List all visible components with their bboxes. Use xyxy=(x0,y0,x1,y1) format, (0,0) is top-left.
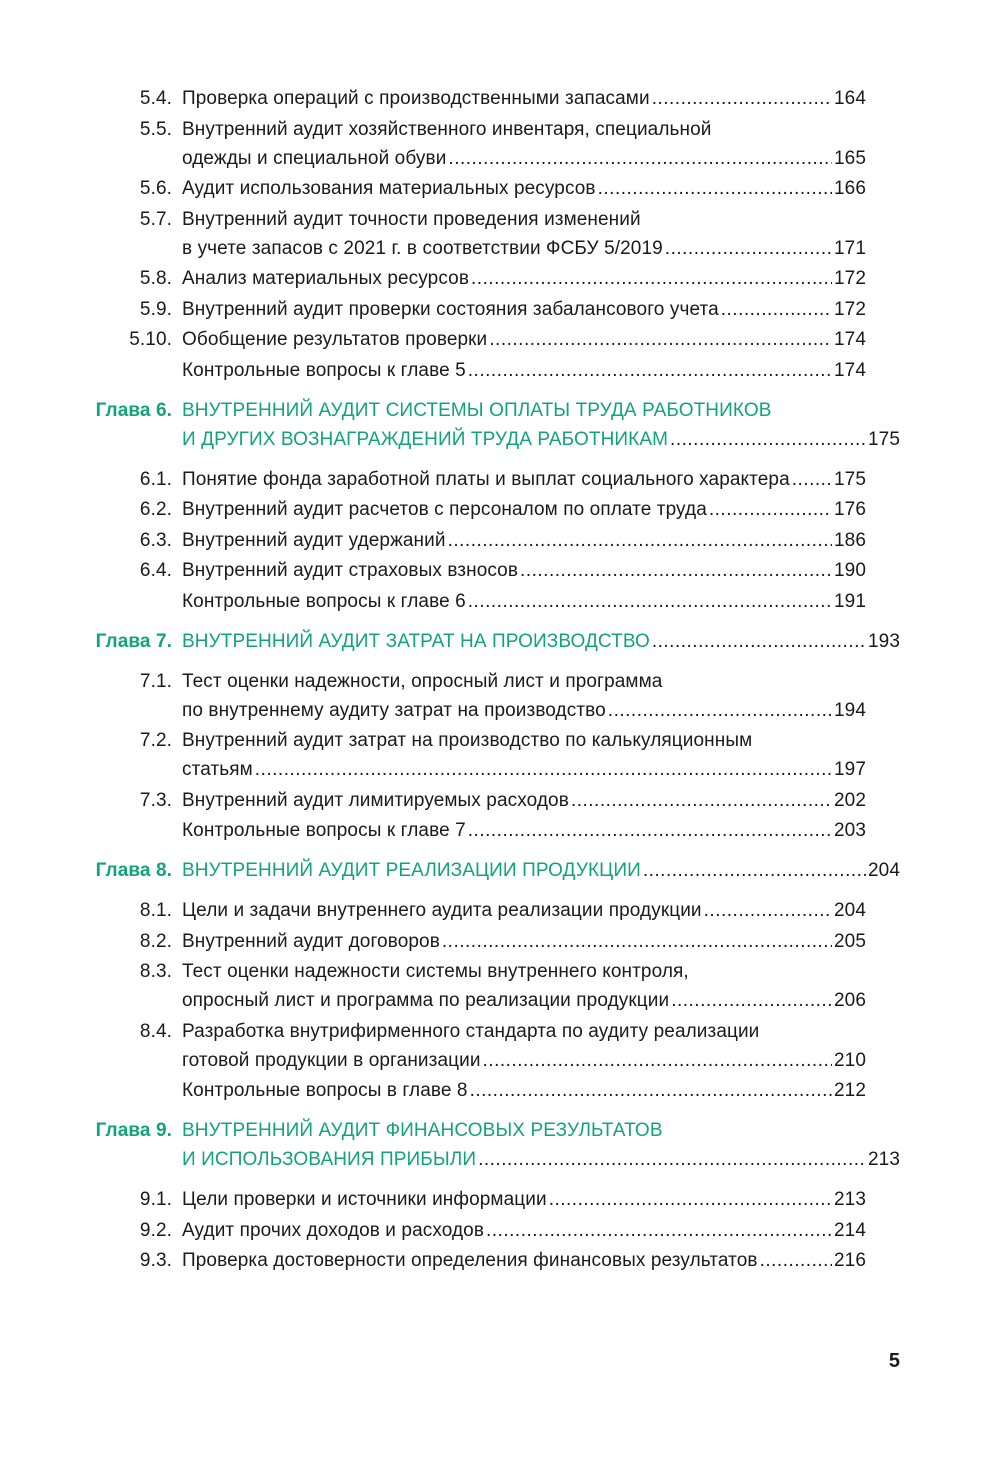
entry-title-last-line: Обобщение результатов проверки xyxy=(182,329,488,350)
entry-page-number: 164 xyxy=(833,88,866,109)
entry-title-last-line: Понятие фонда заработной платы и выплат социального характера xyxy=(182,468,790,490)
entry-title-last-line: Контрольные вопросы к главе 7 xyxy=(182,820,466,841)
toc-section-entry[interactable] xyxy=(0,1246,1000,1275)
toc-section-entry[interactable] xyxy=(0,667,1000,725)
toc-section-entry[interactable] xyxy=(0,556,1000,585)
section-number: 7.2. xyxy=(139,730,172,751)
entry-title-line: Внутренний аудит затрат на производство по калькуляционным xyxy=(182,730,753,751)
entry-title-last-line: Внутренний аудит проверки состояния забалансового учета xyxy=(182,298,719,320)
dot-leader xyxy=(721,295,832,324)
entry-page-number: 191 xyxy=(833,590,866,612)
dot-leader xyxy=(643,856,866,885)
toc-chapter-entry[interactable] xyxy=(0,396,1000,454)
entry-title xyxy=(182,115,866,173)
dot-leader xyxy=(652,627,866,656)
entry-title-last-line: по внутреннему аудиту затрат на производство xyxy=(182,699,606,721)
entry-title xyxy=(182,927,866,956)
dot-leader xyxy=(478,1145,866,1174)
toc-section-entry[interactable] xyxy=(0,495,1000,524)
dot-leader xyxy=(468,587,832,616)
dot-leader xyxy=(709,495,832,524)
entry-page-number: 197 xyxy=(833,759,866,780)
entry-title-last-line: одежды и специальной обуви xyxy=(182,147,447,169)
dot-leader xyxy=(520,556,832,585)
toc-chapter-entry[interactable] xyxy=(0,627,1000,656)
section-number: 6.4. xyxy=(139,560,172,581)
dot-leader xyxy=(470,1076,832,1105)
entry-title-last-line: Контрольные вопросы к главе 6 xyxy=(182,590,466,612)
entry-page-number: 172 xyxy=(833,298,866,320)
entry-title-last-line: Цели проверки и источники информации xyxy=(182,1189,547,1210)
entry-title-last-line: Аудит прочих доходов и расходов xyxy=(182,1219,485,1241)
entry-title xyxy=(182,627,900,656)
dot-leader xyxy=(448,144,832,173)
section-number: 7.3. xyxy=(139,789,172,811)
entry-title xyxy=(182,816,866,845)
entry-title xyxy=(182,786,866,815)
entry-title xyxy=(182,1017,866,1075)
entry-page-number: 204 xyxy=(833,900,866,921)
entry-page-number: 176 xyxy=(833,499,866,520)
section-number: 5.9. xyxy=(139,298,172,320)
dot-leader xyxy=(486,1216,832,1245)
toc-section-entry[interactable] xyxy=(0,726,1000,784)
toc-section-entry[interactable] xyxy=(0,264,1000,293)
section-number: 6.3. xyxy=(139,529,172,551)
entry-page-number: 190 xyxy=(833,560,866,581)
entry-title xyxy=(182,495,866,524)
entry-title xyxy=(182,667,866,725)
dot-leader xyxy=(792,465,832,494)
entry-page-number: 205 xyxy=(833,930,866,952)
entry-title xyxy=(182,1216,866,1245)
dot-leader xyxy=(442,927,832,956)
toc-section-entry[interactable] xyxy=(0,587,1000,616)
entry-title-last-line: готовой продукции в организации xyxy=(182,1049,481,1071)
entry-title-last-line: опросный лист и программа по реализации продукции xyxy=(182,990,670,1011)
dot-leader xyxy=(255,755,832,784)
entry-title-last-line: Внутренний аудит договоров xyxy=(182,930,440,952)
toc-section-entry[interactable] xyxy=(0,465,1000,494)
entry-page-number: 166 xyxy=(833,178,866,199)
entry-title xyxy=(182,356,866,385)
dot-leader xyxy=(760,1246,832,1275)
entry-page-number: 210 xyxy=(833,1049,866,1071)
section-number: 5.10. xyxy=(129,329,172,350)
entry-title xyxy=(182,205,866,263)
entry-title xyxy=(182,726,866,784)
entry-title-last-line: Внутренний аудит удержаний xyxy=(182,529,446,551)
entry-title-last-line: Внутренний аудит лимитируемых расходов xyxy=(182,789,569,811)
toc-section-entry[interactable] xyxy=(0,526,1000,555)
dot-leader xyxy=(489,325,832,354)
chapter-number: Глава 8. xyxy=(95,860,172,881)
entry-page-number: 214 xyxy=(833,1219,866,1241)
entry-title xyxy=(182,957,866,1015)
entry-title xyxy=(182,264,866,293)
entry-title-last-line: Контрольные вопросы к главе 5 xyxy=(182,359,466,381)
entry-page-number: 174 xyxy=(833,359,866,381)
entry-title xyxy=(182,556,866,585)
toc-section-entry[interactable] xyxy=(0,957,1000,1015)
entry-title-last-line: Анализ материальных ресурсов xyxy=(182,268,470,289)
dot-leader xyxy=(671,986,832,1015)
toc-chapter-entry[interactable] xyxy=(0,856,1000,885)
entry-title-line: Тест оценки надежности системы внутреннего контроля, xyxy=(182,961,689,982)
section-number: 9.2. xyxy=(139,1219,172,1241)
section-number: 5.7. xyxy=(139,208,172,230)
section-number: 7.1. xyxy=(139,670,172,692)
section-number: 5.4. xyxy=(139,88,172,109)
entry-page-number: 216 xyxy=(833,1250,866,1271)
chapter-number: Глава 9. xyxy=(95,1120,172,1141)
dot-leader xyxy=(471,264,832,293)
entry-page-number: 174 xyxy=(833,329,866,350)
dot-leader xyxy=(483,1046,832,1075)
dot-leader xyxy=(448,526,832,555)
entry-title-last-line: Внутренний аудит расчетов с персоналом по оплате труда xyxy=(182,499,707,520)
toc-section-entry[interactable] xyxy=(0,295,1000,324)
entry-title-last-line: статьям xyxy=(182,759,253,780)
section-number: 5.8. xyxy=(139,268,172,289)
entry-page-number: 175 xyxy=(833,468,866,490)
section-number: 6.2. xyxy=(139,499,172,520)
toc-section-entry[interactable] xyxy=(0,1216,1000,1245)
entry-title-last-line: Проверка операций с производственными запасами xyxy=(182,88,650,109)
entry-title-last-line: Контрольные вопросы в главе 8 xyxy=(182,1080,468,1101)
entry-page-number: 175 xyxy=(867,428,900,450)
entry-title xyxy=(182,465,866,494)
entry-title-last-line: Проверка достоверности определения финансовых результатов xyxy=(182,1250,758,1271)
entry-title xyxy=(182,896,866,925)
entry-title-last-line: в учете запасов с 2021 г. в соответствии ФСБУ 5/2019 xyxy=(182,237,663,259)
entry-title-last-line: ВНУТРЕННИЙ АУДИТ ЗАТРАТ НА ПРОИЗВОДСТВО xyxy=(182,630,650,652)
entry-title xyxy=(182,1076,866,1105)
entry-page-number: 203 xyxy=(833,820,866,841)
entry-title xyxy=(182,396,900,454)
dot-leader xyxy=(704,896,832,925)
entry-page-number: 212 xyxy=(833,1080,866,1101)
entry-title-last-line: Цели и задачи внутреннего аудита реализации продукции xyxy=(182,900,702,921)
section-number: 8.3. xyxy=(139,961,172,982)
entry-page-number: 165 xyxy=(833,147,866,169)
entry-title-line: ВНУТРЕННИЙ АУДИТ СИСТЕМЫ ОПЛАТЫ ТРУДА РАБОТНИКОВ xyxy=(182,399,772,421)
entry-title xyxy=(182,174,866,203)
entry-page-number: 171 xyxy=(833,237,866,259)
entry-title-last-line: И ИСПОЛЬЗОВАНИЯ ПРИБЫЛИ xyxy=(182,1149,477,1170)
entry-page-number: 204 xyxy=(867,860,900,881)
toc-section-entry[interactable] xyxy=(0,356,1000,385)
section-number: 5.5. xyxy=(139,118,172,140)
toc-section-entry[interactable] xyxy=(0,84,1000,113)
section-number: 6.1. xyxy=(139,468,172,490)
toc-section-entry[interactable] xyxy=(0,1185,1000,1214)
toc-section-entry[interactable] xyxy=(0,927,1000,956)
chapter-number: Глава 6. xyxy=(95,399,172,421)
entry-page-number: 186 xyxy=(833,529,866,551)
entry-title xyxy=(182,856,900,885)
toc-section-entry[interactable] xyxy=(0,816,1000,845)
entry-page-number: 213 xyxy=(833,1189,866,1210)
entry-page-number: 172 xyxy=(833,268,866,289)
dot-leader xyxy=(652,84,832,113)
entry-title xyxy=(182,325,866,354)
toc-section-entry[interactable] xyxy=(0,896,1000,925)
table-of-contents xyxy=(0,84,1000,1277)
toc-section-entry[interactable] xyxy=(0,1017,1000,1075)
entry-title-line: Разработка внутрифирменного стандарта по аудиту реализации xyxy=(182,1020,760,1042)
page-number: 5 xyxy=(888,1350,900,1372)
dot-leader xyxy=(608,696,832,725)
entry-title xyxy=(182,587,866,616)
entry-title xyxy=(182,526,866,555)
entry-page-number: 202 xyxy=(833,789,866,811)
chapter-number: Глава 7. xyxy=(95,630,172,652)
entry-title xyxy=(182,1185,866,1214)
dot-leader xyxy=(571,786,832,815)
dot-leader xyxy=(549,1185,832,1214)
section-number: 8.2. xyxy=(139,930,172,952)
entry-title-last-line: ВНУТРЕННИЙ АУДИТ РЕАЛИЗАЦИИ ПРОДУКЦИИ xyxy=(182,860,641,881)
dot-leader xyxy=(468,356,832,385)
toc-section-entry[interactable] xyxy=(0,786,1000,815)
entry-page-number: 194 xyxy=(833,699,866,721)
section-number: 9.3. xyxy=(139,1250,172,1271)
toc-section-entry[interactable] xyxy=(0,325,1000,354)
dot-leader xyxy=(670,425,866,454)
entry-title-last-line: Внутренний аудит страховых взносов xyxy=(182,560,519,581)
toc-section-entry[interactable] xyxy=(0,115,1000,173)
section-number: 8.1. xyxy=(139,900,172,921)
entry-title xyxy=(182,1246,866,1275)
entry-title-line: Внутренний аудит хозяйственного инвентаря, специальной xyxy=(182,118,712,140)
entry-title xyxy=(182,84,866,113)
dot-leader xyxy=(468,816,832,845)
entry-title-line: Внутренний аудит точности проведения изменений xyxy=(182,208,641,230)
toc-section-entry[interactable] xyxy=(0,174,1000,203)
entry-page-number: 213 xyxy=(867,1149,900,1170)
entry-title-line: Тест оценки надежности, опросный лист и программа xyxy=(182,670,663,692)
section-number: 8.4. xyxy=(139,1020,172,1042)
dot-leader xyxy=(598,174,832,203)
entry-title xyxy=(182,1116,900,1174)
entry-title xyxy=(182,295,866,324)
entry-page-number: 206 xyxy=(833,990,866,1011)
entry-title-last-line: И ДРУГИХ ВОЗНАГРАЖДЕНИЙ ТРУДА РАБОТНИКАМ xyxy=(182,428,669,450)
entry-title-line: ВНУТРЕННИЙ АУДИТ ФИНАНСОВЫХ РЕЗУЛЬТАТОВ xyxy=(182,1120,663,1141)
dot-leader xyxy=(665,234,832,263)
toc-section-entry[interactable] xyxy=(0,205,1000,263)
toc-chapter-entry[interactable] xyxy=(0,1116,1000,1174)
toc-section-entry[interactable] xyxy=(0,1076,1000,1105)
section-number: 5.6. xyxy=(139,178,172,199)
entry-page-number: 193 xyxy=(867,630,900,652)
section-number: 9.1. xyxy=(139,1189,172,1210)
entry-title-last-line: Аудит использования материальных ресурсов xyxy=(182,178,596,199)
